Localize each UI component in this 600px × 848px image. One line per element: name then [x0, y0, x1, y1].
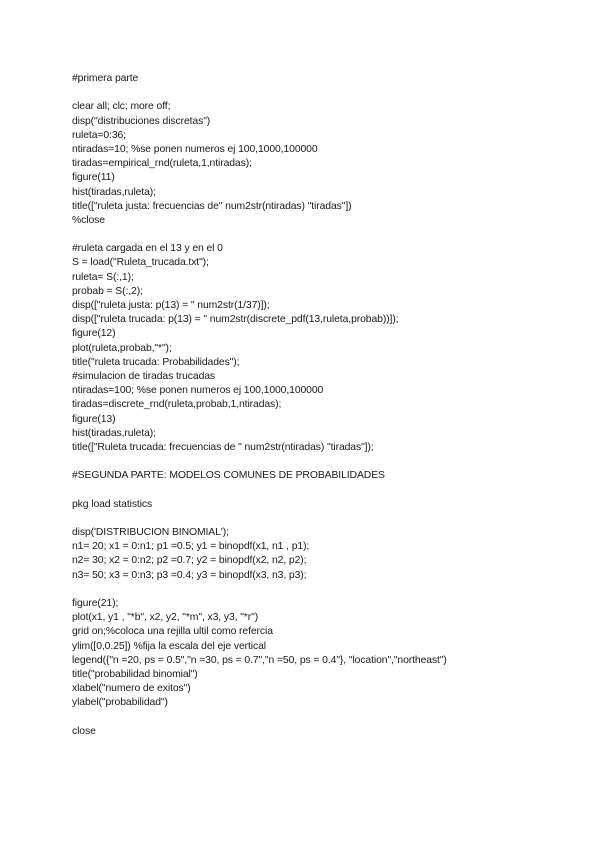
- code-line: ruleta=0:36;: [72, 129, 126, 141]
- code-line: [72, 583, 572, 597]
- code-line: #SEGUNDA PARTE: MODELOS COMUNES DE PROBABILIDADES: [72, 470, 385, 482]
- code-line: #primera parte: [72, 73, 139, 84]
- code-line: S = load("Ruleta_trucada.txt");: [72, 257, 209, 269]
- code-line: figure(11): [72, 172, 115, 184]
- code-line: tiradas=empirical_rnd(ruleta,1,ntiradas);: [72, 158, 252, 170]
- code-line: disp('DISTRIBUCION BINOMIAL');: [72, 527, 229, 538]
- code-line: legend({"n =20, ps = 0.5","n =30, ps = 0.7","n =50, ps = 0.4"}, "location","northeast"): [72, 654, 447, 666]
- code-line: ylim([0,0.25]) %fija la escala del eje vertical: [72, 640, 266, 652]
- code-line: xlabel("numero de exitos"): [72, 683, 191, 695]
- code-line: [72, 512, 572, 526]
- code-line: title(["ruleta justa: frecuencias de" num2str(ntiradas) "tiradas"]): [72, 200, 352, 212]
- code-line: title("probabilidad binomial"): [72, 668, 198, 680]
- code-line: close: [72, 725, 96, 737]
- code-line: pkg load statistics: [72, 498, 153, 510]
- code-line: title("ruleta trucada: Probabilidades");: [72, 356, 240, 368]
- code-line: ruleta= S(:,1);: [72, 271, 134, 283]
- code-line: figure(13): [72, 413, 116, 425]
- code-line: figure(21);: [72, 597, 119, 609]
- code-line: ylabel("probabilidad"): [72, 697, 168, 709]
- code-line: [72, 710, 572, 724]
- code-line: disp("distribuciones discretas"): [72, 115, 211, 127]
- code-line: hist(tiradas,ruleta);: [72, 427, 156, 439]
- code-line: [72, 483, 572, 497]
- code-line: [72, 455, 572, 469]
- code-line: n1= 20; x1 = 0:n1; p1 =0.5; y1 = binopdf(x1, n1 , p1);: [72, 541, 310, 553]
- code-line: ntiradas=10; %se ponen numeros ej 100,1000,100000: [72, 143, 318, 155]
- code-listing: [72, 72, 572, 739]
- code-line: hist(tiradas,ruleta);: [72, 186, 156, 198]
- code-line: ntiradas=100; %se ponen numeros ej 100,1000,100000: [72, 385, 324, 397]
- code-line: #simulacion de tiradas trucadas: [72, 370, 216, 382]
- code-line: tiradas=discrete_rnd(ruleta,probab,1,ntiradas);: [72, 399, 282, 411]
- code-line: grid on;%coloca una rejilla ultil como refercia: [72, 626, 273, 638]
- code-line: [72, 228, 572, 242]
- code-line: [72, 86, 572, 100]
- code-line: n2= 30; x2 = 0:n2; p2 =0.7; y2 = binopdf(x2, n2, p2);: [72, 555, 307, 567]
- code-line: disp(["ruleta trucada: p(13) = " num2str(discrete_pdf(13,ruleta,probab))]);: [72, 314, 399, 326]
- code-line: n3= 50; x3 = 0:n3; p3 =0.4; y3 = binopdf(x3, n3, p3);: [72, 569, 307, 581]
- code-line: probab = S(:,2);: [72, 285, 143, 297]
- code-line: plot(x1, y1 , "*b", x2, y2, "*m", x3, y3, "*r"): [72, 612, 259, 624]
- code-line: title(["Ruleta trucada: frecuencias de " num2str(ntiradas) "tiradas"]);: [72, 441, 374, 453]
- code-line: plot(ruleta,probab,"*");: [72, 342, 172, 354]
- code-line: disp(["ruleta justa: p(13) = " num2str(1/37)]);: [72, 300, 270, 311]
- code-line: clear all; clc; more off;: [72, 101, 171, 113]
- code-line: #ruleta cargada en el 13 y en el 0: [72, 243, 223, 255]
- code-line: figure(12): [72, 328, 116, 340]
- code-line: %close: [72, 214, 105, 226]
